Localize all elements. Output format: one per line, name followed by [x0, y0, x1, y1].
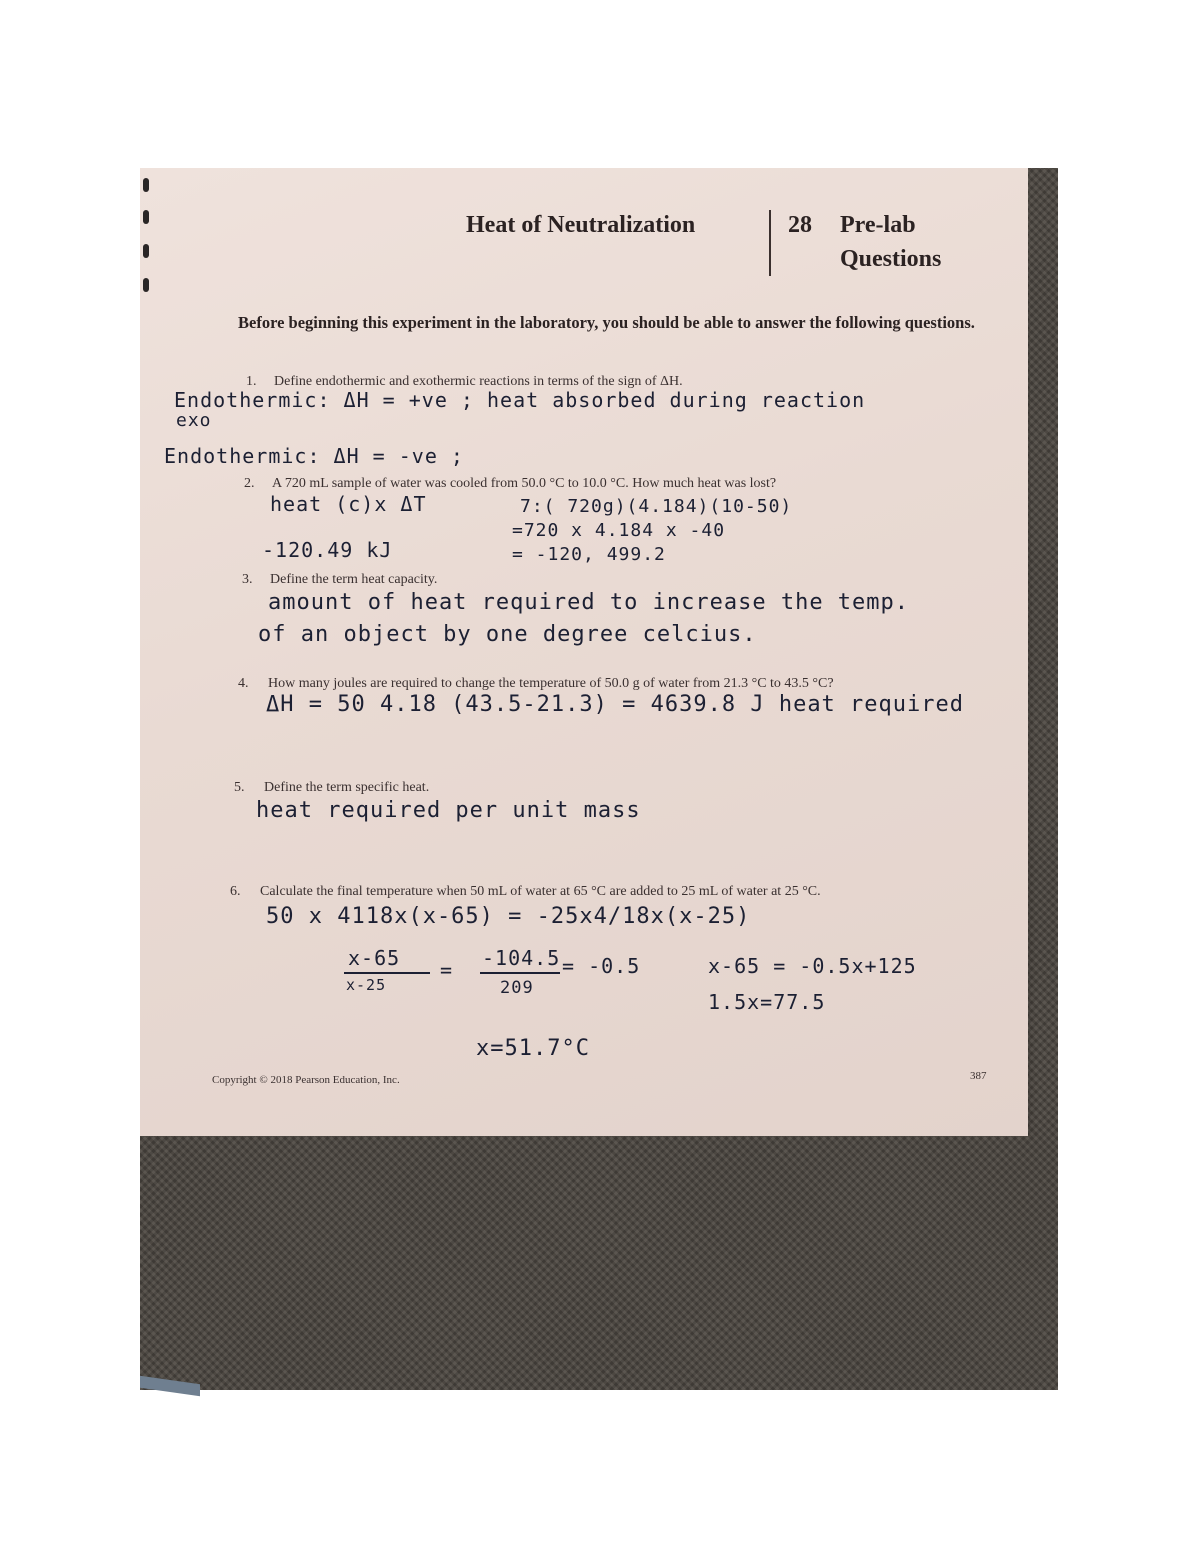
fraction-bar	[344, 972, 430, 974]
question-3-text: Define the term heat capacity.	[270, 572, 438, 587]
title-divider	[769, 210, 771, 276]
answer-2-work-line2: =720 x 4.184 x -40	[512, 520, 726, 541]
page-number: 387	[970, 1070, 987, 1082]
binder-hole	[143, 278, 149, 292]
question-2-number: 2.	[244, 476, 255, 491]
question-1-number: 1.	[246, 374, 257, 389]
answer-6-fraction2-result: = -0.5	[562, 954, 641, 978]
section-title-line1: Pre-lab	[840, 212, 916, 238]
answer-5: heat required per unit mass	[256, 798, 641, 823]
answer-6-fraction1-denominator: x-25	[346, 976, 387, 994]
section-title-line2: Questions	[840, 246, 942, 272]
answer-6-final: x=51.7°C	[476, 1036, 590, 1061]
answer-2-formula: heat (c)x ΔT	[270, 492, 427, 516]
question-6-number: 6.	[230, 884, 241, 899]
question-2-text: A 720 mL sample of water was cooled from 50.0 °C to 10.0 °C. How much heat was lost?	[272, 476, 777, 491]
binder-hole	[143, 178, 149, 192]
question-5-text: Define the term specific heat.	[264, 780, 430, 795]
binder-hole	[143, 210, 149, 224]
answer-2-result: -120.49 kJ	[262, 538, 393, 562]
answer-2-work-line1: 7:( 720g)(4.184)(10-50)	[520, 496, 793, 517]
answer-6-line1: 50 x 4118x(x-65) = -25x4/18x(x-25)	[266, 904, 751, 929]
answer-6-fraction1-numerator: x-65	[348, 946, 401, 970]
question-4-text: How many joules are required to change the temperature of 50.0 g of water from 21.3 °C to 43.5 °C?	[268, 676, 834, 691]
question-3-number: 3.	[242, 572, 253, 587]
question-5-number: 5.	[234, 780, 245, 795]
answer-3-line2: of an object by one degree celcius.	[258, 622, 757, 647]
question-1-text: Define endothermic and exothermic reactions in terms of the sign of ΔH.	[274, 374, 683, 389]
answer-1-line3: Endothermic: ΔH = -ve ;	[164, 444, 464, 468]
answer-1-line2: exo	[176, 410, 212, 431]
answer-1-line1: Endothermic: ΔH = +ve ; heat absorbed during reaction	[174, 388, 866, 412]
answer-6-right-line1: x-65 = -0.5x+125	[708, 954, 917, 978]
answer-2-work-line3: = -120, 499.2	[512, 544, 666, 565]
intro-text: Before beginning this experiment in the laboratory, you should be able to answer the following questions.	[238, 313, 975, 332]
question-4-number: 4.	[238, 676, 249, 691]
chapter-number: 28	[788, 212, 812, 238]
question-6-text: Calculate the final temperature when 50 mL of water at 65 °C are added to 25 mL of water at 25 °C.	[260, 884, 821, 899]
answer-6-fraction2-numerator: -104.5	[482, 946, 561, 970]
answer-3-line1: amount of heat required to increase the temp.	[268, 590, 910, 615]
copyright-footer: Copyright © 2018 Pearson Education, Inc.	[212, 1074, 400, 1086]
binder-hole	[143, 244, 149, 258]
answer-6-fraction2-denominator: 209	[500, 978, 534, 998]
fraction-bar	[480, 972, 560, 974]
answer-6-right-line2: 1.5x=77.5	[708, 990, 826, 1014]
page-title: Heat of Neutralization	[466, 212, 696, 238]
answer-4: ΔH = 50 4.18 (43.5-21.3) = 4639.8 J heat required	[266, 692, 965, 717]
answer-6-equals: =	[440, 958, 454, 982]
